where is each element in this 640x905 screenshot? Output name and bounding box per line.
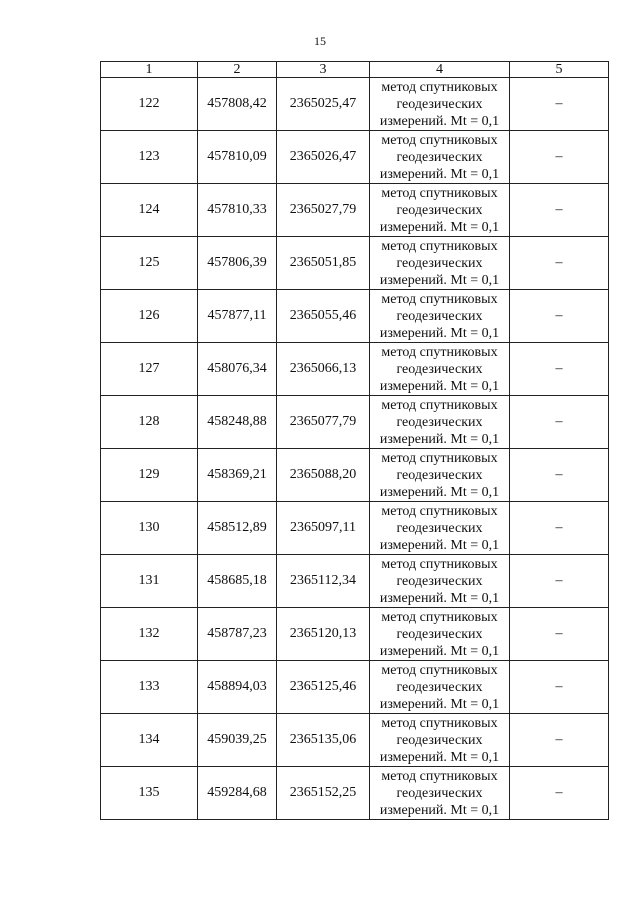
note-cell: –	[510, 767, 609, 820]
note-cell: –	[510, 237, 609, 290]
method-line-1: метод спутниковых	[381, 609, 498, 625]
header-row	[101, 62, 609, 78]
method-line-2: геодезических	[396, 573, 483, 589]
header-col-5: 5	[510, 62, 609, 78]
coordinate-y: 2365077,79	[277, 396, 370, 449]
method-line-3: измерений. Mt = 0,1	[379, 537, 500, 553]
coordinate-x: 459039,25	[198, 714, 277, 767]
coordinate-x: 458248,88	[198, 396, 277, 449]
method-line-1: метод спутниковых	[381, 662, 498, 678]
header-col-2: 2	[198, 62, 277, 78]
method-line-1: метод спутниковых	[381, 450, 498, 466]
method-line-2: геодезических	[396, 149, 483, 165]
table-row	[101, 237, 609, 290]
coordinate-y: 2365088,20	[277, 449, 370, 502]
coordinate-y: 2365066,13	[277, 343, 370, 396]
method-description	[370, 184, 510, 237]
table-row	[101, 290, 609, 343]
method-line-2: геодезических	[396, 467, 483, 483]
coordinate-y: 2365055,46	[277, 290, 370, 343]
point-number: 132	[101, 608, 198, 661]
header-col-1: 1	[101, 62, 198, 78]
coordinate-y: 2365026,47	[277, 131, 370, 184]
table-row	[101, 714, 609, 767]
note-cell: –	[510, 396, 609, 449]
method-description	[370, 237, 510, 290]
coordinate-x: 458369,21	[198, 449, 277, 502]
coordinate-y: 2365027,79	[277, 184, 370, 237]
table-body	[101, 78, 609, 820]
method-line-3: измерений. Mt = 0,1	[379, 431, 500, 447]
point-number: 126	[101, 290, 198, 343]
point-number: 131	[101, 555, 198, 608]
table-row	[101, 555, 609, 608]
method-line-3: измерений. Mt = 0,1	[379, 590, 500, 606]
method-line-3: измерений. Mt = 0,1	[379, 802, 500, 818]
coordinate-x: 457808,42	[198, 78, 277, 131]
method-line-3: измерений. Mt = 0,1	[379, 272, 500, 288]
header-col-3: 3	[277, 62, 370, 78]
method-description	[370, 502, 510, 555]
coordinate-x: 457877,11	[198, 290, 277, 343]
note-cell: –	[510, 555, 609, 608]
method-line-1: метод спутниковых	[381, 344, 498, 360]
method-line-1: метод спутниковых	[381, 185, 498, 201]
coordinate-x: 458512,89	[198, 502, 277, 555]
method-line-2: геодезических	[396, 732, 483, 748]
method-line-3: измерений. Mt = 0,1	[379, 219, 500, 235]
method-line-2: геодезических	[396, 626, 483, 642]
coordinate-x: 457810,33	[198, 184, 277, 237]
coordinate-y: 2365051,85	[277, 237, 370, 290]
method-line-2: геодезических	[396, 202, 483, 218]
method-line-3: измерений. Mt = 0,1	[379, 378, 500, 394]
header-col-4: 4	[370, 62, 510, 78]
note-cell: –	[510, 661, 609, 714]
coordinate-y: 2365135,06	[277, 714, 370, 767]
method-description	[370, 608, 510, 661]
method-line-1: метод спутниковых	[381, 768, 498, 784]
table-row	[101, 608, 609, 661]
method-description	[370, 290, 510, 343]
point-number: 125	[101, 237, 198, 290]
method-line-1: метод спутниковых	[381, 238, 498, 254]
method-description	[370, 555, 510, 608]
coordinate-x: 459284,68	[198, 767, 277, 820]
method-description	[370, 396, 510, 449]
method-line-2: геодезических	[396, 96, 483, 112]
method-description	[370, 714, 510, 767]
method-description	[370, 661, 510, 714]
point-number: 134	[101, 714, 198, 767]
method-line-3: измерений. Mt = 0,1	[379, 166, 500, 182]
method-description	[370, 131, 510, 184]
method-line-1: метод спутниковых	[381, 715, 498, 731]
table-row	[101, 396, 609, 449]
point-number: 135	[101, 767, 198, 820]
method-line-1: метод спутниковых	[381, 503, 498, 519]
coordinate-y: 2365152,25	[277, 767, 370, 820]
method-description	[370, 449, 510, 502]
table-row	[101, 343, 609, 396]
table-row	[101, 767, 609, 820]
point-number: 128	[101, 396, 198, 449]
coordinate-x: 458685,18	[198, 555, 277, 608]
method-line-1: метод спутниковых	[381, 556, 498, 572]
method-line-2: геодезических	[396, 414, 483, 430]
table-row	[101, 502, 609, 555]
coordinate-y: 2365125,46	[277, 661, 370, 714]
coordinate-x: 457806,39	[198, 237, 277, 290]
table-row	[101, 449, 609, 502]
method-line-2: геодезических	[396, 785, 483, 801]
method-line-3: измерений. Mt = 0,1	[379, 325, 500, 341]
coordinate-x: 458787,23	[198, 608, 277, 661]
note-cell: –	[510, 184, 609, 237]
note-cell: –	[510, 290, 609, 343]
point-number: 123	[101, 131, 198, 184]
point-number: 129	[101, 449, 198, 502]
method-line-1: метод спутниковых	[381, 291, 498, 307]
method-line-1: метод спутниковых	[381, 132, 498, 148]
note-cell: –	[510, 343, 609, 396]
page-number: 15	[314, 34, 326, 48]
note-cell: –	[510, 131, 609, 184]
table-row	[101, 78, 609, 131]
method-line-1: метод спутниковых	[381, 397, 498, 413]
method-line-2: геодезических	[396, 255, 483, 271]
point-number: 122	[101, 78, 198, 131]
note-cell: –	[510, 608, 609, 661]
method-line-2: геодезических	[396, 361, 483, 377]
table-row	[101, 184, 609, 237]
method-description	[370, 767, 510, 820]
coordinate-x: 458076,34	[198, 343, 277, 396]
note-cell: –	[510, 714, 609, 767]
coordinates-table	[100, 61, 609, 820]
coordinate-y: 2365025,47	[277, 78, 370, 131]
method-line-3: измерений. Mt = 0,1	[379, 696, 500, 712]
point-number: 130	[101, 502, 198, 555]
note-cell: –	[510, 449, 609, 502]
point-number: 133	[101, 661, 198, 714]
method-line-1: метод спутниковых	[381, 79, 498, 95]
point-number: 127	[101, 343, 198, 396]
note-cell: –	[510, 502, 609, 555]
table-row	[101, 131, 609, 184]
table-header	[101, 62, 609, 78]
method-description	[370, 78, 510, 131]
coordinate-x: 457810,09	[198, 131, 277, 184]
note-cell: –	[510, 78, 609, 131]
coordinate-y: 2365120,13	[277, 608, 370, 661]
coordinate-x: 458894,03	[198, 661, 277, 714]
method-line-3: измерений. Mt = 0,1	[379, 484, 500, 500]
method-line-2: геодезических	[396, 679, 483, 695]
method-line-3: измерений. Mt = 0,1	[379, 643, 500, 659]
method-line-3: измерений. Mt = 0,1	[379, 113, 500, 129]
table-row	[101, 661, 609, 714]
point-number: 124	[101, 184, 198, 237]
method-line-3: измерений. Mt = 0,1	[379, 749, 500, 765]
coordinate-y: 2365112,34	[277, 555, 370, 608]
method-line-2: геодезических	[396, 520, 483, 536]
coordinate-y: 2365097,11	[277, 502, 370, 555]
method-description	[370, 343, 510, 396]
method-line-2: геодезических	[396, 308, 483, 324]
